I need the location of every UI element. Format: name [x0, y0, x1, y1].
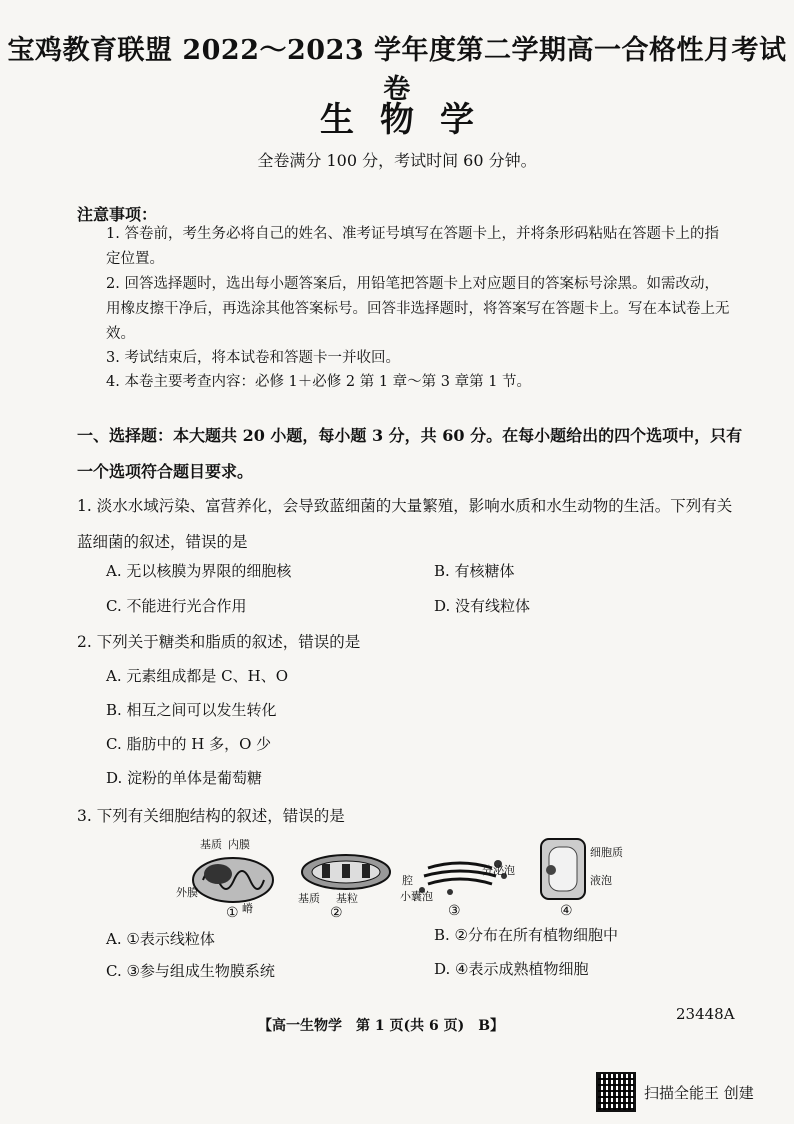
golgi-figure [400, 850, 530, 908]
label-cytoplasm: 细胞质 [590, 846, 623, 859]
label-small-vesicle: 小囊泡 [400, 890, 433, 903]
notice-item-1: 1. 答卷前，考生务必将自己的姓名、准考证号填写在答题卡上，并将条形码粘贴在答题卡上的指定位置。 [106, 226, 719, 267]
qr-code-icon [596, 1072, 636, 1112]
label-cavity: 腔 [402, 874, 413, 887]
question-3-stem: 3. 下列有关细胞结构的叙述，错误的是 [77, 807, 345, 825]
q1-option-b: B. 有核糖体 [434, 562, 515, 580]
label-secretory-vesicle: 分泌泡 [482, 864, 515, 877]
figure-number-4: ④ [560, 903, 573, 919]
label-outer-membrane: 外膜 [176, 886, 198, 899]
label-crista: 嵴 [242, 902, 253, 915]
subject-title: 生物学 [320, 100, 500, 140]
notice-title: 注意事项： [77, 205, 158, 224]
plant-cell-drawing [538, 836, 588, 902]
q1-option-c: C. 不能进行光合作用 [106, 597, 247, 615]
chloroplast-figure [296, 852, 396, 908]
plant-cell-figure [538, 836, 648, 906]
label-matrix: 基质 [200, 838, 222, 851]
label-inner-membrane: 内膜 [228, 838, 250, 851]
q3-option-d: D. ④表示成熟植物细胞 [434, 960, 589, 978]
q2-option-b: B. 相互之间可以发生转化 [106, 701, 277, 719]
q2-option-a: A. 元素组成都是 C、H、O [106, 667, 288, 685]
exam-code: 23448A [676, 1005, 735, 1023]
q2-option-d: D. 淀粉的单体是葡萄糖 [106, 769, 263, 787]
notice-item-4: 4. 本卷主要考查内容：必修 1＋必修 2 第 1 章～第 3 章第 1 节。 [106, 374, 532, 390]
q3-option-c: C. ③参与组成生物膜系统 [106, 962, 275, 980]
label-stroma: 基质 [298, 892, 320, 905]
q3-option-a: A. ①表示线粒体 [106, 930, 215, 948]
figure-number-1: ① [226, 905, 239, 921]
figure-number-3: ③ [448, 903, 461, 919]
question-2-stem: 2. 下列关于糖类和脂质的叙述，错误的是 [77, 633, 361, 651]
q1-option-d: D. 没有线粒体 [434, 597, 531, 615]
figure-number-2: ② [330, 905, 343, 921]
notice-item-3: 3. 考试结束后，将本试卷和答题卡一并收回。 [106, 350, 400, 366]
label-vacuole: 液泡 [590, 874, 612, 887]
notice-item-2: 2. 回答选择题时，选出每小题答案后，用铅笔把答题卡上对应题目的答案标号涂黑。如需改动，用橡皮擦干净后，再选涂其他答案标号。回答非选择题时，将答案写在答题卡上。写在本试卷上无效。 [106, 276, 730, 342]
q2-option-c: C. 脂肪中的 H 多，O 少 [106, 735, 272, 753]
page-footer: 【高一生物学 第 1 页(共 6 页) B】 [258, 1018, 505, 1034]
q1-option-a: A. 无以核膜为界限的细胞核 [106, 562, 292, 580]
section-heading: 一、选择题：本大题共 20 小题，每小题 3 分，共 60 分。在每小题给出的四个选项中，只有一个选项符合题目要求。 [77, 426, 743, 481]
scanner-watermark: 扫描全能王 创建 [644, 1084, 754, 1102]
question-1-stem: 1. 淡水水域污染、富营养化，会导致蓝细菌的大量繁殖，影响水质和水生动物的生活。下列有关蓝细菌的叙述，错误的是 [77, 497, 733, 551]
exam-title: 宝鸡教育联盟 2022～2023 学年度第二学期高一合格性月考试卷 [7, 35, 787, 105]
exam-info: 全卷满分 100 分，考试时间 60 分钟。 [257, 151, 537, 170]
q3-option-b: B. ②分布在所有植物细胞中 [434, 926, 619, 944]
label-granum: 基粒 [336, 892, 358, 905]
chloroplast-drawing [296, 852, 396, 892]
